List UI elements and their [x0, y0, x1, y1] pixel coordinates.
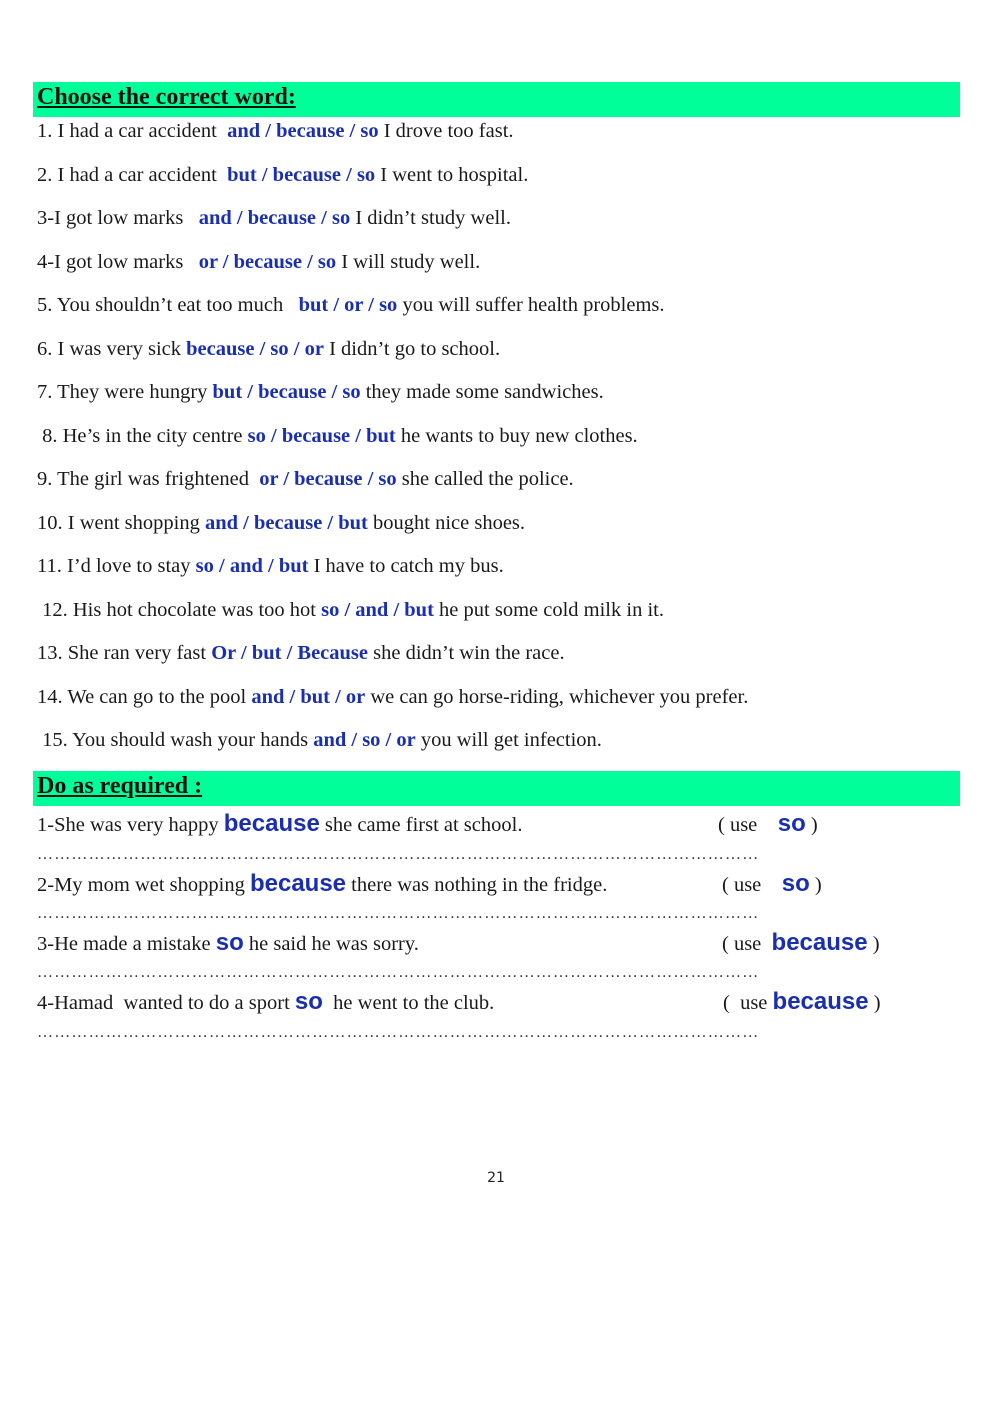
choices[interactable]: and / so / or: [313, 729, 416, 751]
question-10: 10. I went shopping and / because / but bought nice shoes.: [37, 512, 526, 534]
use-hint-3: ( use because ): [722, 929, 880, 956]
answer-line-1[interactable]: ………………………………………………………………………………………………………………: [37, 847, 760, 863]
required-item-4: 4-Hamad wanted to do a sport so he went to the club.: [37, 988, 495, 1015]
page-number: 21: [487, 1170, 505, 1186]
required-item-3: 3-He made a mistake so he said he was sorry.: [37, 929, 419, 956]
question-12: 12. His hot chocolate was too hot so / and / but he put some cold milk in it.: [37, 599, 664, 621]
question-11: 11. I’d love to stay so / and / but I have to catch my bus.: [37, 555, 504, 577]
question-6: 6. I was very sick because / so / or I didn’t go to school.: [37, 338, 501, 360]
use-hint-2: ( use so ): [722, 870, 822, 897]
choices[interactable]: but / because / so: [212, 381, 361, 403]
choices[interactable]: or / because / so: [259, 468, 397, 490]
choices[interactable]: Or / but / Because: [211, 642, 368, 664]
choices[interactable]: and / but / or: [251, 686, 366, 708]
question-14: 14. We can go to the pool and / but / or we can go horse-riding, whichever you prefer.: [37, 686, 749, 708]
choices[interactable]: so / because / but: [247, 425, 396, 447]
use-hint-4: ( use because ): [723, 988, 881, 1015]
choices[interactable]: so / and / but: [195, 555, 309, 577]
section-header-do-as-required: [33, 771, 960, 806]
choices[interactable]: but / or / so: [298, 294, 398, 316]
question-5: 5. You shouldn’t eat too much but / or / so you will suffer health problems.: [37, 294, 665, 316]
section-header-choose: [33, 82, 960, 117]
question-2: 2. I had a car accident but / because / so I went to hospital.: [37, 164, 529, 186]
choices[interactable]: but / because / so: [227, 164, 376, 186]
section-title: Choose the correct word:: [37, 84, 296, 110]
choices[interactable]: so / and / but: [321, 599, 434, 621]
question-9: 9. The girl was frightened or / because / so she called the police.: [37, 468, 574, 490]
choices[interactable]: and / because / but: [204, 512, 368, 534]
choices[interactable]: or / because / so: [198, 251, 337, 273]
question-13: 13. She ran very fast Or / but / Because she didn’t win the race.: [37, 642, 565, 664]
answer-line-4[interactable]: ………………………………………………………………………………………………………………: [37, 1025, 760, 1041]
required-item-2: 2-My mom wet shopping because there was nothing in the fridge.: [37, 870, 608, 897]
question-3: 3-I got low marks and / because / so I didn’t study well.: [37, 207, 511, 229]
required-item-1: 1-She was very happy because she came first at school.: [37, 810, 523, 837]
use-hint-1: ( use so ): [718, 810, 818, 837]
choices[interactable]: because / so / or: [186, 338, 324, 360]
question-8: 8. He’s in the city centre so / because / but he wants to buy new clothes.: [37, 425, 638, 447]
question-1: 1. I had a car accident and / because / so I drove too fast.: [37, 120, 514, 142]
choices[interactable]: and / because / so: [227, 120, 379, 142]
question-15: 15. You should wash your hands and / so / or you will get infection.: [37, 729, 602, 751]
question-7: 7. They were hungry but / because / so they made some sandwiches.: [37, 381, 604, 403]
answer-line-2[interactable]: ………………………………………………………………………………………………………………: [37, 906, 760, 922]
choices[interactable]: and / because / so: [198, 207, 351, 229]
answer-line-3[interactable]: ………………………………………………………………………………………………………………: [37, 965, 760, 981]
question-4: 4-I got low marks or / because / so I will study well.: [37, 251, 481, 273]
section-title: Do as required :: [37, 773, 203, 799]
